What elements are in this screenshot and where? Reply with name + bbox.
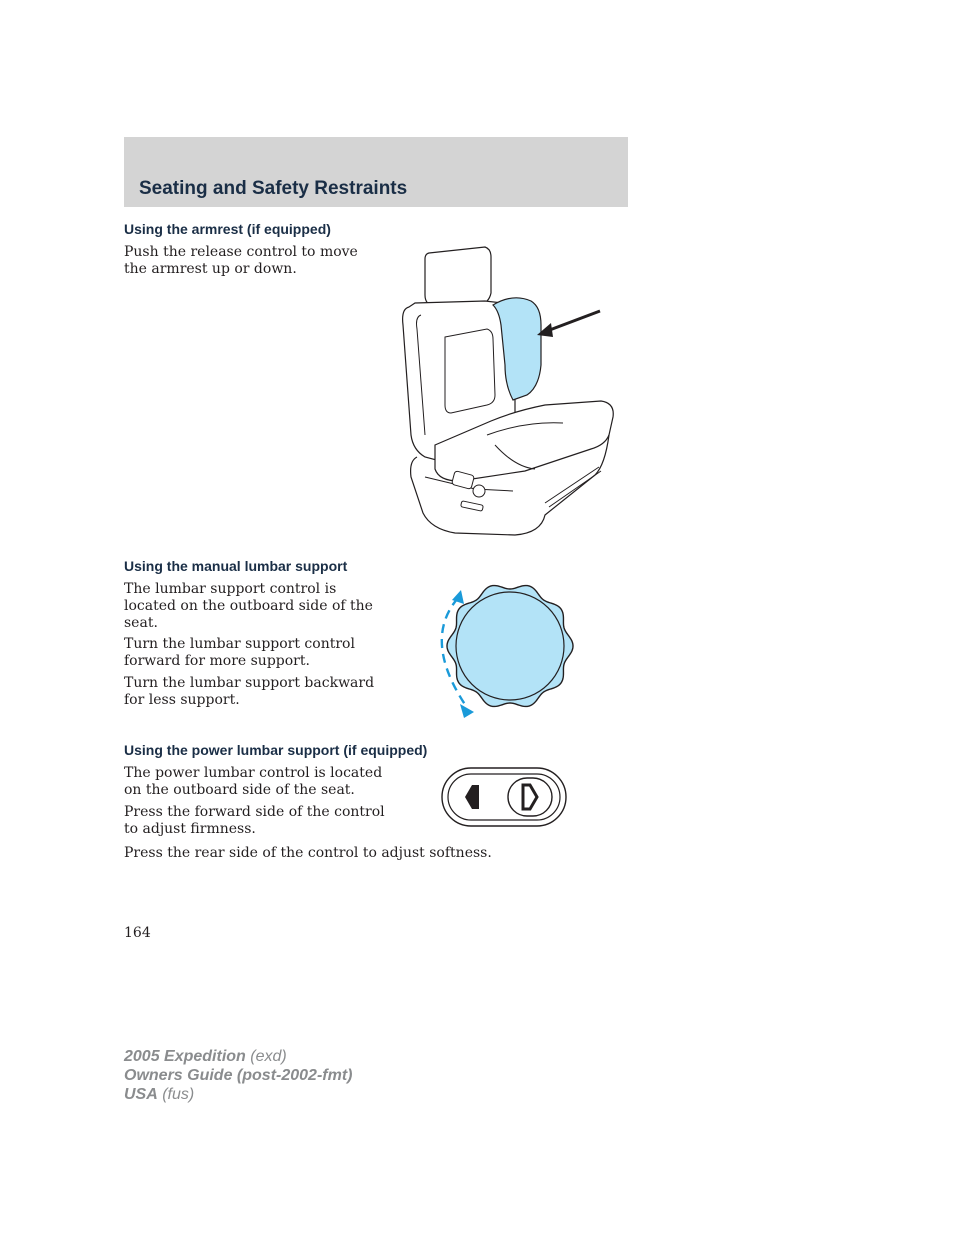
power-lumbar-heading: Using the power lumbar support (if equipped): [124, 742, 428, 758]
power-lumbar-p1: [124, 765, 382, 799]
footer-line-3: [124, 1085, 352, 1104]
section-title: Seating and Safety Restraints: [139, 178, 408, 199]
power-lumbar-switch-icon: [440, 766, 570, 830]
lumbar-knob-icon: [420, 580, 580, 720]
manual-lumbar-p1-line-1: The lumbar support control is: [124, 581, 337, 597]
power-lumbar-p2-line-1: Press the forward side of the control: [124, 804, 385, 820]
armrest-text: [124, 244, 358, 278]
armrest-line-2: the armrest up or down.: [124, 261, 297, 277]
armrest-heading: Using the armrest (if equipped): [124, 221, 331, 237]
footer-line-2: [124, 1066, 352, 1085]
manual-lumbar-p3-line-1: Turn the lumbar support backward: [124, 675, 375, 691]
armrest-line-1: Push the release control to move: [124, 244, 358, 260]
footer-model-code: (exd): [245, 1048, 287, 1065]
seat-illustration: [395, 245, 620, 540]
footer-market-code: (fus): [157, 1086, 195, 1103]
power-lumbar-p1-line-2: on the outboard side of the seat.: [124, 782, 355, 798]
power-lumbar-p2: [124, 804, 385, 838]
manual-lumbar-heading: Using the manual lumbar support: [124, 558, 348, 574]
power-lumbar-p3: Press the rear side of the control to adjust softness.: [124, 845, 492, 861]
power-lumbar-p1-line-1: The power lumbar control is located: [124, 765, 383, 781]
manual-lumbar-p1: [124, 581, 373, 632]
manual-lumbar-p2: [124, 636, 355, 670]
footer-model: 2005 Expedition: [124, 1048, 246, 1065]
manual-lumbar-p2-line-2: forward for more support.: [124, 653, 310, 669]
page-number: 164: [124, 925, 151, 941]
manual-lumbar-p3: [124, 675, 374, 709]
manual-lumbar-p1-line-2: located on the outboard side of the: [124, 598, 373, 614]
power-lumbar-p2-line-2: to adjust firmness.: [124, 821, 256, 837]
footer-market: USA: [124, 1086, 158, 1103]
manual-lumbar-p2-line-1: Turn the lumbar support control: [124, 636, 355, 652]
footer-guide: Owners Guide (post-2002-fmt): [124, 1067, 353, 1084]
manual-lumbar-p3-line-2: for less support.: [124, 692, 240, 708]
footer: [124, 1047, 352, 1104]
footer-line-1: [124, 1047, 352, 1066]
manual-lumbar-p1-line-3: seat.: [124, 615, 158, 631]
